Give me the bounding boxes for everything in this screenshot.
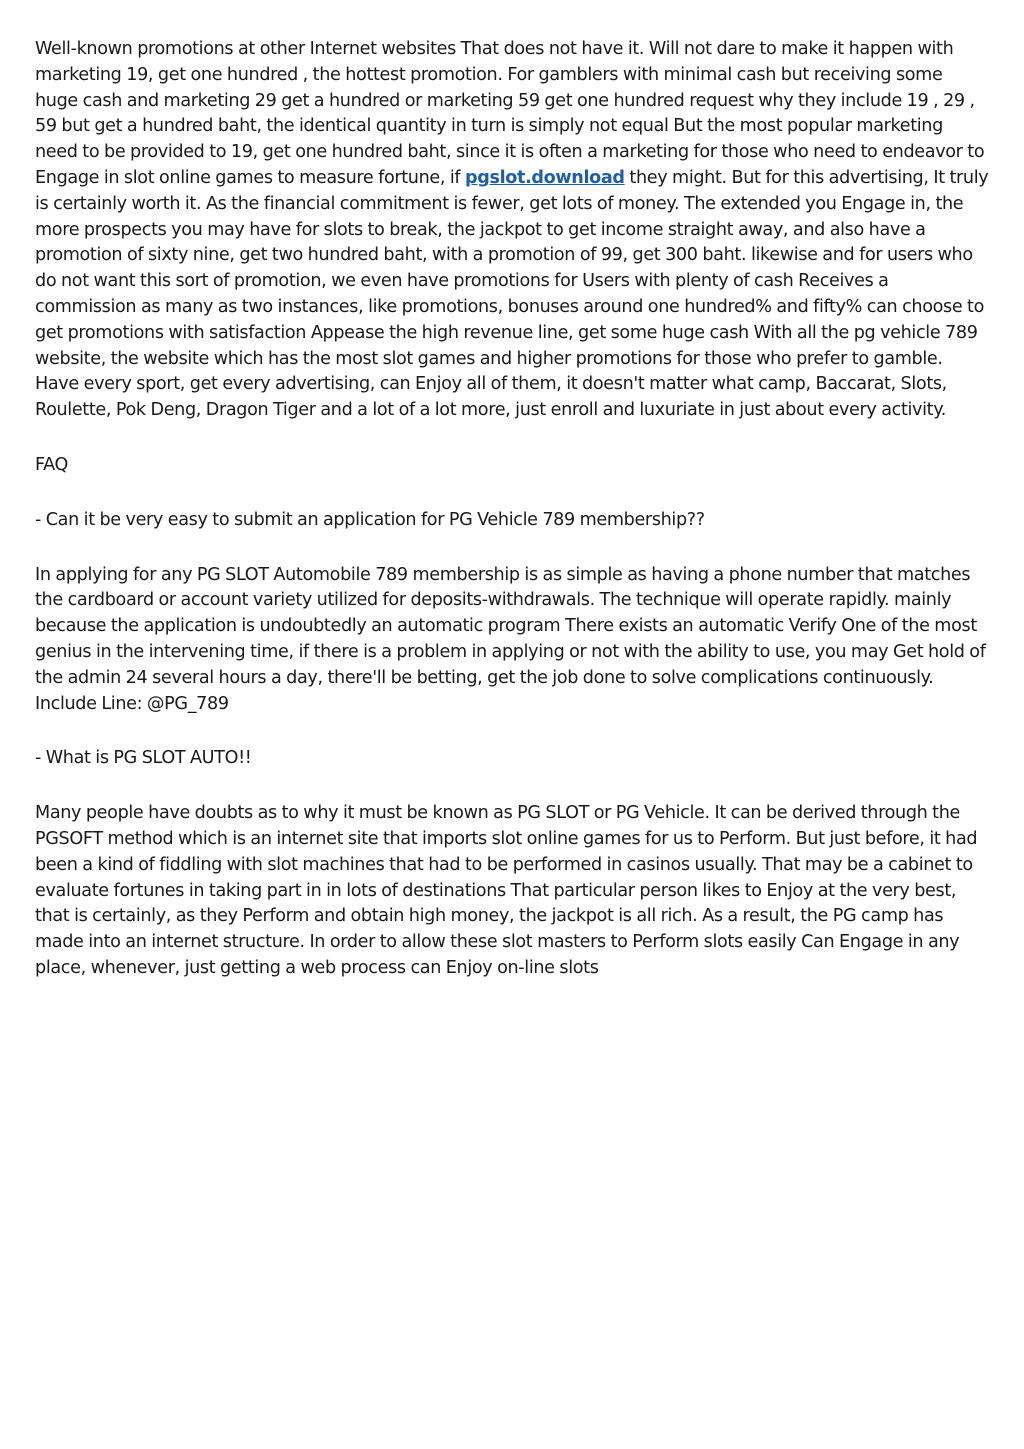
intro-paragraph xyxy=(35,37,990,424)
faq-question-1: - Can it be very easy to submit an application for PG Vehicle 789 membership?? xyxy=(35,509,705,530)
intro-text-before-link: Well-known promotions at other Internet websites That does not have it. Will not dare to make it happen with marketing 19, get one hundred , the hottest promotion. For gamblers with minimal cash but receiving some huge cash and marketing 29 get a hundred or marketing 59 get one hundred request why they include 19 , 29 , 59 but get a hundred baht, the identical quantity in turn is simply not equal But the most popular marketing need to be provided to 19, get one hundred baht, since it is often a marketing for those who need to endeavor to Engage in slot online games to measure fortune, if xyxy=(35,39,985,188)
faq-answer-1 xyxy=(35,563,990,718)
faq-heading: FAQ xyxy=(35,454,69,475)
faq-question-2: - What is PG SLOT AUTO!! xyxy=(35,748,252,769)
intro-text-after-link: they might. But for this advertising, It truly is certainly worth it. As the financial commitment is fewer, get lots of money. The extended you Engage in, the more prospects you may have for slots to break, the jackpot to get income straight away, and also have a promotion of sixty nine, get two hundred baht, with a promotion of 99, get 300 baht. likewise and for users who do not want this sort of promotion, we even have promotions for Users with plenty of cash Receives a commission as many as two instances, like promotions, bonuses around one hundred% and fifty% can choose to get promotions with satisfaction Appease the high revenue line, get some huge cash With all the pg vehicle 789 website, the website which has the most slot games and higher promotions for those who prefer to gamble. Have every sport, get every advertising, can Enjoy all of them, it doesn't matter what camp, Baccarat, Slots, Roulette, Pok Deng, Dragon Tiger and a lot of a lot more, just enroll and luxuriate in just about every activity. xyxy=(35,167,989,421)
faq-answer-2: Many people have doubts as to why it must be known as PG SLOT or PG Vehicle. It can be derived through the PGSOFT method which is an internet site that imports slot online games for us to Perform. But just before, it had been a kind of fiddling with slot machines that had to be performed in casinos usually. That may be a cabinet to evaluate fortunes in taking part in in lots of destinations That particular person likes to Enjoy at the very best, that is certainly, as they Perform and obtain high money, the jackpot is all rich. As a result, the PG camp has made into an internet structure. In order to allow these slot masters to Perform slots easily Can Engage in any place, whenever, just getting a web process can Enjoy on-line slots xyxy=(35,803,978,978)
document-page xyxy=(35,37,990,1011)
pgslot-download-link[interactable]: pgslot.download xyxy=(464,167,625,188)
faq-answer-1-text: In applying for any PG SLOT Automobile 789 membership is as simple as having a phone number that matches the cardboard or account variety utilized for deposits-withdrawals. The technique will operate rapidly. mainly because the application is undoubtedly an automatic program There exists an automatic Verify One of the most genius in the intervening time, if there is a problem in applying or not with the ability to use, you may Get hold of the admin 24 several hours a day, there'll be betting, get the job done to solve complications continuously. xyxy=(35,564,986,688)
faq-answer-1-line-contact: Include Line: @PG_789 xyxy=(35,693,229,714)
